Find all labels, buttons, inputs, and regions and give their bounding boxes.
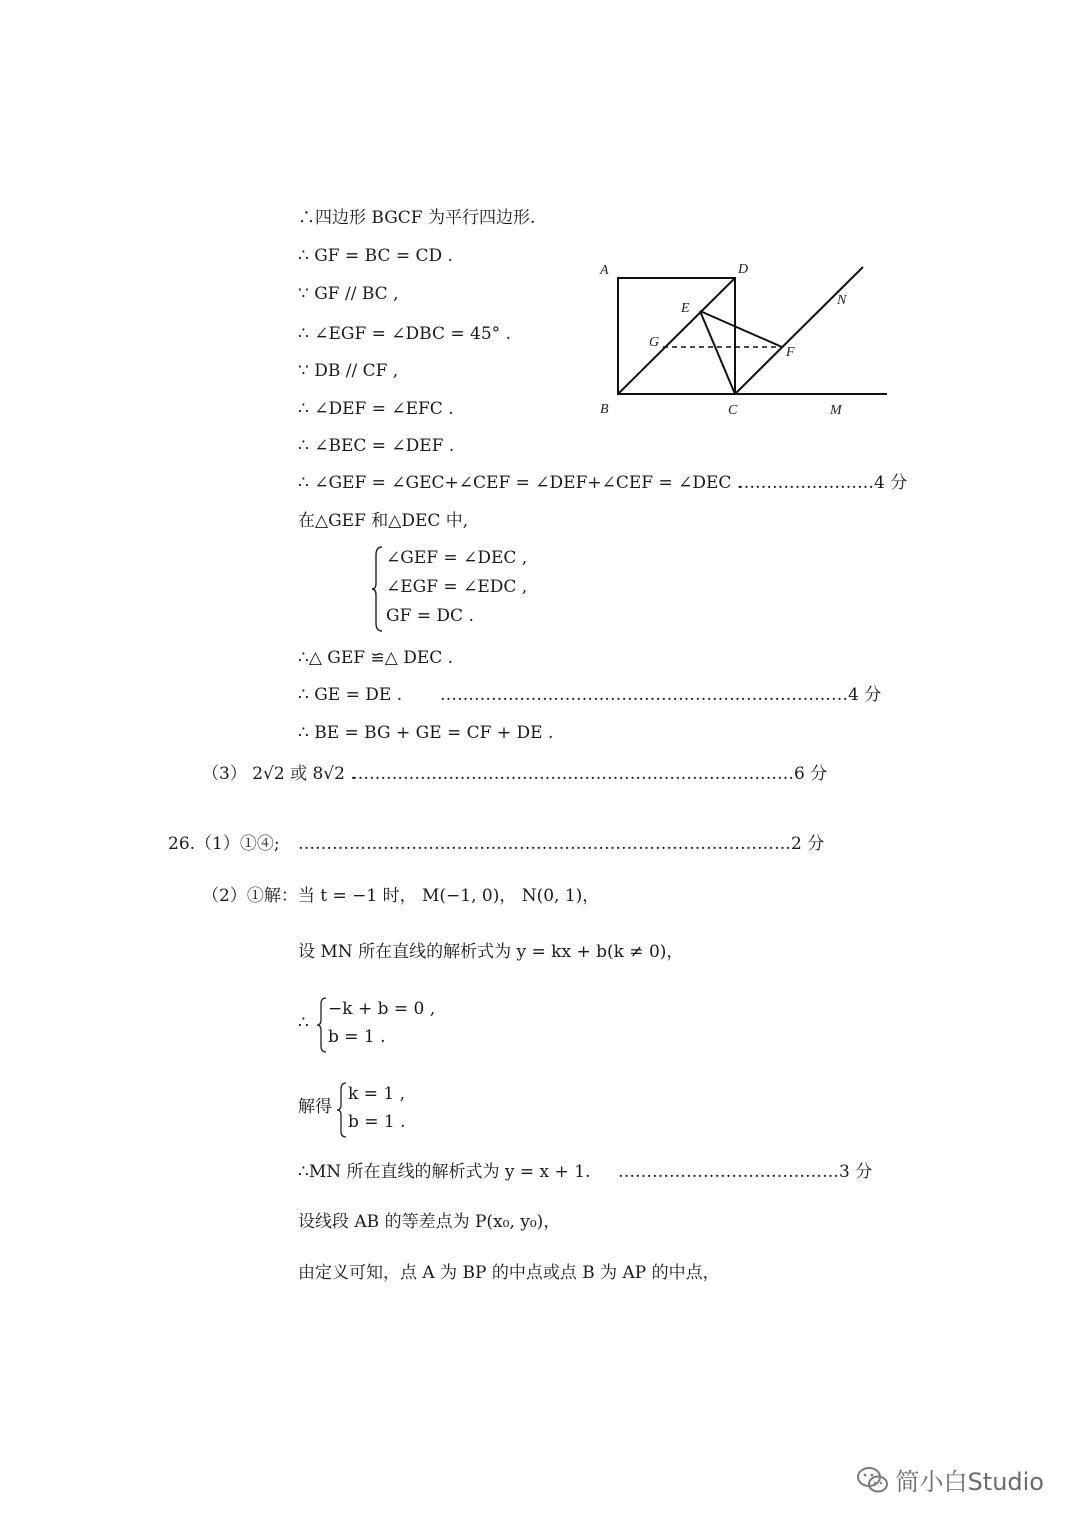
label-n: N	[837, 293, 847, 308]
system-2-row: −k + b = 0 ,	[328, 999, 436, 1019]
line-8: ∴ ∠GEF = ∠GEC+∠CEF = ∠DEF+∠CEF = ∠DEC .	[298, 473, 743, 493]
brace-icon	[336, 1081, 348, 1139]
line-3: ∵ GF // BC ,	[298, 284, 399, 304]
line-1: ∴四边形 BGCF 为平行四边形.	[298, 208, 536, 228]
system-3-row: b = 1 .	[348, 1112, 406, 1132]
score-line-8: ……………………4 分	[738, 473, 908, 493]
watermark-text: 简小白Studio	[895, 1468, 1044, 1496]
system-3-prefix: 解得	[298, 1097, 332, 1117]
watermark	[856, 1462, 1044, 1497]
line-9: 在△GEF 和△DEC 中,	[298, 511, 469, 531]
brace-icon	[316, 996, 328, 1054]
line-4: ∴ ∠EGF = ∠DBC = 45° .	[298, 324, 511, 344]
wechat-icon	[856, 1466, 890, 1494]
score-line-17: …………………………………3 分	[618, 1162, 873, 1182]
line-13: （3） 2√2 或 8√2 .	[202, 764, 356, 784]
line-14: 26.（1）①④;	[168, 834, 280, 854]
line-17: ∴MN 所在直线的解析式为 y = x + 1.	[298, 1162, 591, 1182]
system-1-row: ∠GEF = ∠DEC ,	[386, 548, 528, 568]
score-line-14: ……………………………………………………………………………2 分	[298, 834, 825, 854]
system-2-prefix: ∴	[298, 1013, 309, 1033]
ray-cn	[735, 267, 863, 394]
label-d: D	[738, 262, 749, 277]
line-10: ∴△ GEF ≌△ DEC .	[298, 648, 454, 668]
line-18: 设线段 AB 的等差点为 P(x₀, y₀)，	[298, 1212, 561, 1232]
score-line-13: ……………………………………………………………………6 分	[352, 764, 828, 784]
line-6: ∴ ∠DEF = ∠EFC .	[298, 399, 454, 419]
diagonal-bd	[618, 278, 735, 394]
system-2-row: b = 1 .	[328, 1027, 386, 1047]
line-12: ∴ BE = BG + GE = CF + DE .	[298, 723, 554, 743]
brace-icon	[370, 545, 384, 633]
label-m: M	[830, 403, 842, 418]
label-g: G	[649, 335, 660, 350]
geometry-figure	[590, 255, 900, 425]
line-11: ∴ GE = DE .	[298, 685, 403, 705]
line-16: 设 MN 所在直线的解析式为 y = kx + b(k ≠ 0)，	[298, 942, 684, 962]
system-1-row: ∠EGF = ∠EDC ,	[386, 577, 528, 597]
line-5: ∵ DB // CF ,	[298, 361, 399, 381]
line-7: ∴ ∠BEC = ∠DEF .	[298, 436, 455, 456]
system-1-row: GF = DC .	[386, 606, 474, 626]
line-15: （2）①解：当 t = −1 时， M(−1, 0)， N(0, 1)，	[202, 886, 600, 906]
label-c: C	[728, 403, 738, 418]
label-e: E	[681, 301, 690, 316]
line-2: ∴ GF = BC = CD .	[298, 246, 453, 266]
system-3-row: k = 1 ,	[348, 1084, 405, 1104]
label-b: B	[600, 402, 609, 417]
line-19: 由定义可知，点 A 为 BP 的中点或点 B 为 AP 的中点，	[298, 1263, 720, 1283]
score-line-11: ………………………………………………………………4 分	[440, 685, 882, 705]
label-a: A	[600, 263, 609, 278]
label-f: F	[786, 345, 795, 360]
